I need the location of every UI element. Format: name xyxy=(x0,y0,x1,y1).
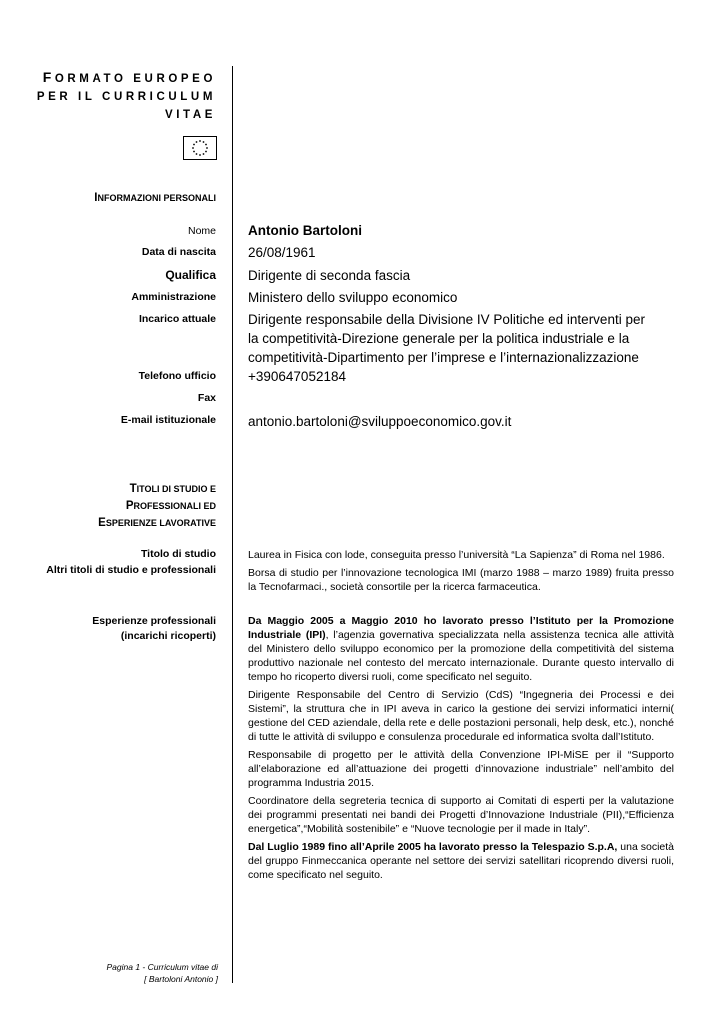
name-value: Antonio Bartoloni xyxy=(248,223,362,238)
experience-paragraph-5: Dal Luglio 1989 fino all’Aprile 2005 ha lavorato presso la Telespazio S.p.A, una società del gruppo Finmeccanica operante nel settore dei servizi satellitari ricoprendo diversi ruoli, come specificato nel seguito. xyxy=(248,841,674,881)
name-label: Nome xyxy=(187,225,216,237)
footer-line2: [ Bartoloni Antonio ] xyxy=(144,974,218,984)
experience-paragraph-1: Da Maggio 2005 a Maggio 2010 ho lavorato presso l’Istituto per la Promozione Industriale (IPI), l’agenzia governativa specializzata nella assistenza tecnica alle attività del Ministero dello sviluppo economico per la promozione della competitività del sistema produttivo nazionale nel contesto del mercato internazionale. Durante questo intervallo di tempo ho ricoperto diversi ruoli, come specificato nel seguito. xyxy=(248,615,674,683)
other-titles-label: Altri titoli di studio e professionali xyxy=(46,564,216,576)
header-line2: PER IL CURRICULUM xyxy=(36,91,216,103)
birthdate-label: Data di nascita xyxy=(141,246,216,258)
header-line3: VITAE xyxy=(164,109,216,121)
experience-body xyxy=(248,614,674,886)
header-line1: ORMATO EUROPEO xyxy=(54,73,216,85)
page-header xyxy=(16,68,216,124)
eu-flag-icon xyxy=(183,136,217,160)
study-title-value: Laurea in Fisica con lode, conseguita presso l’università “La Sapienza” di Roma nel 1986. xyxy=(248,549,665,561)
administration-value: Ministero dello sviluppo economico xyxy=(248,290,458,305)
email-label: E-mail istituzionale xyxy=(120,414,216,426)
experience-sublabel: (incarichi ricoperti) xyxy=(120,630,216,642)
other-titles-value: Borsa di studio per l’innovazione tecnologica IMI (marzo 1988 – marzo 1989) fruita presso la Tecnofarmaci., società consortile per la ricerca farmaceutica. xyxy=(248,567,674,593)
current-role-label: Incarico attuale xyxy=(138,313,216,325)
vertical-divider xyxy=(232,66,233,983)
qualification-value: Dirigente di seconda fascia xyxy=(248,268,411,283)
study-title-label: Titolo di studio xyxy=(140,548,216,560)
footer-line1: Pagina 1 - Curriculum vitae di xyxy=(106,962,218,972)
office-phone-value: +390647052184 xyxy=(248,369,346,384)
page-footer xyxy=(107,961,219,985)
current-role-value: Dirigente responsabile della Divisione IV Politiche ed interventi per la competitività-Direzione generale per la politica industriale e la competitività-Dipartimento per l’imprese e l’internazionalizzazione xyxy=(248,312,645,365)
experience-paragraph-2: Dirigente Responsabile del Centro di Servizio (CdS) “Ingegneria dei Processi e dei Sistemi”, la struttura che in IPI aveva in carico la gestione dei servizi informatici interni( gestione del CED aziendale, della rete e delle postazioni personali, help desk, etc.), nonché di tutte le attività di sviluppo e consulenza procedurale ed informatica svolta dall’Istituto. xyxy=(248,689,674,743)
email-value: antonio.bartoloni@sviluppoeconomico.gov.it xyxy=(248,414,512,429)
experience-paragraph-3: Responsabile di progetto per le attività della Convenzione IPI-MiSE per il “Supporto all’elaborazione ed all’attuazione dei progetti d’innovazione industriale” nell’ambito del programma Industria 2015. xyxy=(248,749,674,789)
personal-info-title: INFORMAZIONI PERSONALI xyxy=(94,192,216,204)
birthdate-value: 26/08/1961 xyxy=(248,245,316,260)
fax-label: Fax xyxy=(197,392,216,404)
titles-section-title: TITOLI DI STUDIO E PROFESSIONALI ED ESPERIENZE LAVORATIVE xyxy=(98,483,216,529)
administration-label: Amministrazione xyxy=(131,291,216,303)
office-phone-label: Telefono ufficio xyxy=(138,370,216,382)
header-initial: F xyxy=(42,69,55,85)
experience-label: Esperienze professionali xyxy=(92,615,216,627)
qualification-label: Qualifica xyxy=(165,268,216,282)
experience-paragraph-4: Coordinatore della segreteria tecnica di supporto ai Comitati di esperti per la valutazione dei programmi presentati nei bandi dei Progetti d’Innovazione Industriale (PII),“Efficienza energetica”,“Mobilità sostenibile” e “Nuove tecnologie per il made in Italy”. xyxy=(248,795,674,835)
study-values xyxy=(248,548,674,598)
